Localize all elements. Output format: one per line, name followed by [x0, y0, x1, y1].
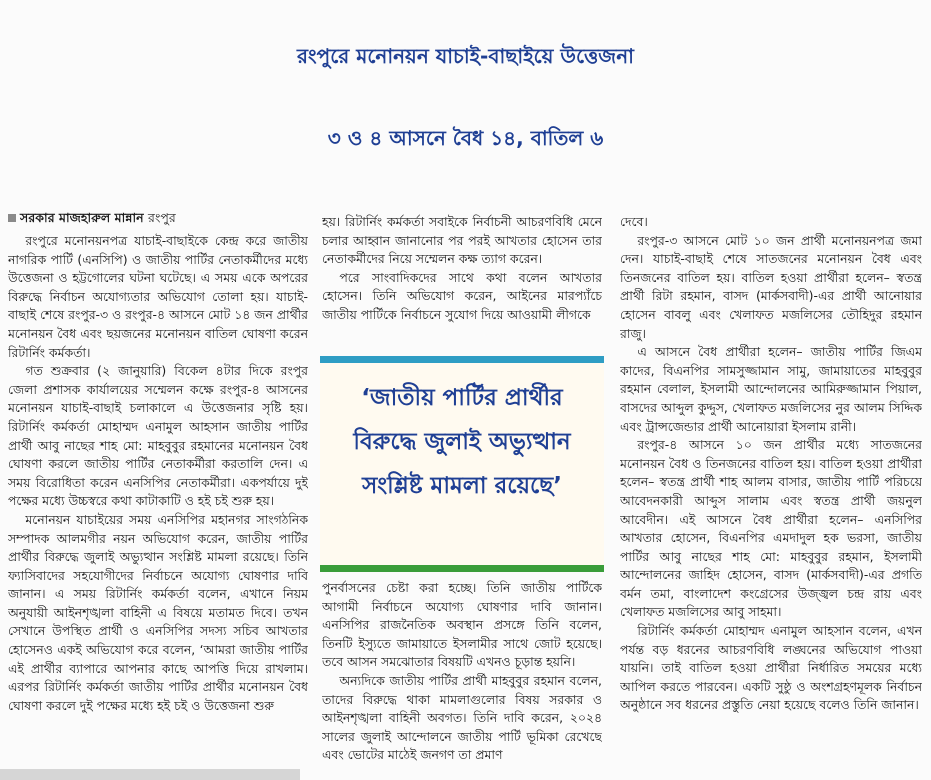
headline-line-2: ৩ ও ৪ আসনে বৈধ ১৪, বাতিল ৬ [327, 126, 604, 150]
article-column-2-bottom [322, 579, 602, 780]
paragraph: পুনর্বাসনের চেষ্টা করা হচ্ছে। তিনি জাতীয় পার্টিকে আগামী নির্বাচনে অযোগ্য ঘোষণার দাবি জানান। এনসিপির রাজনৈতিক অবস্থান প্রসঙ্গে তিনি বলেন, তিনটি ইস্যুতে জামায়াতে ইসলামীর সাথে জোট হয়েছে। তবে আসন সমঝোতার বিষয়টি এখনও চূড়ান্ত হয়নি। [322, 580, 602, 670]
paragraph: পরে সাংবাদিকদের সাথে কথা বলেন আখতার হোসেন। তিনি অভিযোগ করেন, আইনের মারপ্যাঁচে জাতীয় পার্টিকে নির্বাচনে সুযোগ দিয়ে আওয়ামী লীগকে [322, 269, 602, 322]
paragraph: গত শুক্রবার (২ জানুয়ারি) বিকেল ৪টার দিকে রংপুর জেলা প্রশাসক কার্যালয়ের সম্মেলন কক্ষে রংপুর-৪ আসনের মনোনয়ন যাচাই-বাছাই চলাকালে এ উত্তেজনার সৃষ্টি হয়। রিটার্নিং কর্মকর্তা মোহাম্মদ এনামুল আহসান জাতীয় পার্টির প্রার্থী আবু নাছের শাহ মো: মাহবুবুর রহমানের মনোনয়ন বৈধ ঘোষণা করলে জাতীয় পার্টির নেতাকর্মীরা করতালি দেন। এ সময় বিরোধিতা করেন এনসিপির নেতাকর্মীরা। একপর্যায়ে দুই পক্ষের মধ্যে উচ্চস্বরে কথা কাটাকাটি ও হই চই শুরু হয়। [8, 363, 308, 509]
paragraph: মনোনয়ন যাচাইয়ের সময় এনসিপির মহানগর সাংগঠনিক সম্পাদক আলমগীর নয়ন অভিযোগ করেন, জাতীয় পার্টির প্রার্থীর বিরুদ্ধে জুলাই অভ্যুত্থান সংশ্লিষ্ট মামলা রয়েছে। তিনি ফ্যাসিবাদের সহযোগীদের নির্বাচনে অযোগ্য ঘোষণার দাবি জানান। এ সময় রিটার্নিং কর্মকর্তা বলেন, এখানে নিয়ম অনুযায়ী আইনশৃঙ্খলা বাহিনী এ বিষয়ে মতামত দিবে। তখন সেখানে উপস্থিত প্রার্থী ও এনসিপির সদস্য সচিব আখতার হোসেনও একই অভিযোগ করে বলেন, ‘আমরা জাতীয় পার্টির এই প্রার্থীর ব্যাপারে আপনার কাছে আপত্তি দিয়ে রাখলাম। এরপর রিটার্নিং কর্মকর্তা জাতীয় পার্টির প্রার্থীর মনোনয়ন বৈধ ঘোষণা করলে দুই পক্ষের মধ্যে হই চই ও উত্তেজনা শুরু [8, 511, 308, 713]
pull-quote-text: ‘জাতীয় পার্টির প্রার্থীর বিরুদ্ধে জুলাই অভ্যুত্থান সংশ্লিষ্ট মামলা রয়েছে’ [353, 385, 571, 499]
paragraph: রংপুর-৩ আসনে মোট ১০ জন প্রার্থী মনোনয়নপত্র জমা দেন। যাচাই-বাছাই শেষে সাতজনের মনোনয়ন বৈধ এবং তিনজনের বাতিল হয়। বাতিল হওয়া প্রার্থীরা হলেন– স্বতন্ত্র প্রার্থী রিটা রহমান, বাসদ (মার্কসবাদী)-এর প্রার্থী আনোয়ার হোসেন বাবলু এবং খেলাফত মজলিসের তৌহিদুর রহমান রাজু। [620, 232, 922, 341]
pull-quote-box [320, 356, 604, 572]
pull-quote-bottom-bar [320, 565, 604, 572]
byline-square-icon [8, 214, 16, 222]
article-column-2-top [322, 213, 602, 353]
article-column-1 [8, 232, 308, 780]
paragraph: এ আসনে বৈধ প্রার্থীরা হলেন– জাতীয় পার্টির জিএম কাদের, বিএনপির সামসুজ্জামান সামু, জামায়াতের মাহবুবুর রহমান বেলাল, ইসলামী আন্দোলনের আমিরুজ্জামান পিয়াল, বাসদের আব্দুল কুদ্দুস, খেলাফত মজলিসের নুর আলম সিদ্দিক এবং ট্রান্সজেন্ডার প্রার্থী আনোয়ারা ইসলাম রানী। [620, 344, 922, 434]
paragraph: হয়। রিটার্নিং কর্মকর্তা সবাইকে নির্বাচনী আচরণবিধি মেনে চলার আহ্বান জানানোর পর পরই আখতার হোসেন তার নেতাকর্মীদের নিয়ে সম্মেলন কক্ষ ত্যাগ করেন। [322, 214, 602, 267]
paragraph: অন্যদিকে জাতীয় পার্টির প্রার্থী মাহবুবুর রহমান বলেন, তাদের বিরুদ্ধে থাকা মামলাগুলোর বিষয় সরকার ও আইনশৃঙ্খলা বাহিনী অবগত। তিনি দাবি করেন, ২০২৪ সালের জুলাই আন্দোলনে জাতীয় পার্টি ভূমিকা রেখেছে এবং ভোটের মাঠেই জনগণ তা প্রমাণ [322, 672, 602, 763]
pull-quote-top-bar [320, 356, 604, 363]
paragraph: রংপুরে মনোনয়নপত্র যাচাই-বাছাইকে কেন্দ্র করে জাতীয় নাগরিক পার্টি (এনসিপি) ও জাতীয় পার্টির নেতাকর্মীদের মধ্যে উত্তেজনা ও হট্টগোলের ঘটনা ঘটেছে। এ সময় একে অপরের বিরুদ্ধে নির্বাচন অযোগ্যতার অভিযোগ তোলা হয়। যাচাই-বাছাই শেষে রংপুর-৩ ও রংপুর-৪ আসনে মোট ১৪ জন প্রার্থীর মনোনয়ন বৈধ এবং ছয়জনের মনোনয়ন বাতিল ঘোষণা করেন রিটার্নিং কর্মকর্তা। [8, 233, 308, 360]
paragraph: রিটার্নিং কর্মকর্তা মোহাম্মদ এনামুল আহসান বলেন, এখন পর্যন্ত বড় ধরনের আচরণবিধি লঙ্ঘনের অভিযোগ পাওয়া যায়নি। তাই বাতিল হওয়া প্রার্থীরা নির্ধারিত সময়ের মধ্যে আপিল করতে পারবেন। একটি সুষ্ঠু ও অংশগ্রহণমূলক নির্বাচন অনুষ্ঠানে সব ধরনের প্রস্তুতি নেয়া হয়েছে বলেও তিনি জানান। [620, 623, 922, 713]
article-column-3 [620, 213, 922, 780]
paragraph: রংপুর-৪ আসনে ১০ জন প্রার্থীর মধ্যে সাতজনের মনোনয়ন বৈধ ও তিনজনের বাতিল হয়। বাতিল হওয়া প্রার্থীরা হলেন– স্বতন্ত্র প্রার্থী শাহ আলম বাসার, জাতীয় পার্টি পরিচয়ে আবেদনকারী আব্দুস সালাম এবং স্বতন্ত্র প্রার্থী জয়নুল আবেদীন। এই আসনে বৈধ প্রার্থীরা হলেন– এনসিপির আখতার হোসেন, বিএনপির এমদাদুল হক ভরসা, জাতীয় পার্টির আবু নাছের শাহ মো: মাহবুবুর রহমান, ইসলামী আন্দোলনের জাহিদ হোসেন, বাসদ (মার্কসবাদী)-এর প্রগতি বর্মন তমা, বাংলাদেশ কংগ্রেসের উজ্জ্বল চন্দ্র রায় এবং খেলাফত মজলিসের আবু সাহমা। [620, 437, 922, 620]
headline-line-1: রংপুরে মনোনয়ন যাচাই-বাছাইয়ে উত্তেজনা [297, 44, 634, 68]
byline [8, 210, 310, 230]
photo-edge [0, 769, 300, 780]
byline-author: সরকার মাজহারুল মান্নান [20, 210, 144, 225]
paragraph: দেবে। [620, 214, 648, 229]
byline-location: রংপুর [148, 210, 176, 225]
